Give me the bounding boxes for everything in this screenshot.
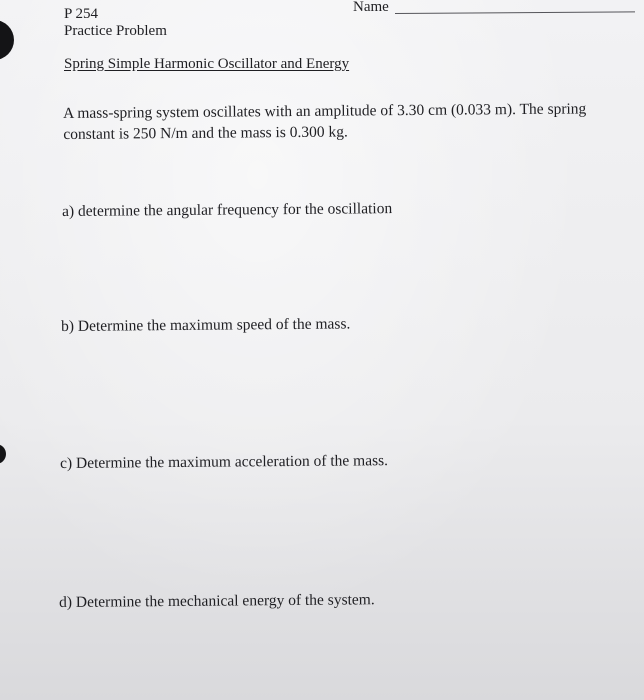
name-label: Name [353,0,389,15]
name-blank-line [395,11,635,14]
question-a: a) determine the angular frequency for the oscillation [62,200,393,220]
question-d: d) Determine the mechanical energy of the system. [59,591,375,611]
question-b: b) Determine the maximum speed of the mass. [61,315,351,335]
question-c: c) Determine the maximum acceleration of the mass. [60,452,389,472]
problem-statement: A mass-spring system oscillates with an amplitude of 3.30 cm (0.033 m). The spring constant is 250 N/m and the mass is 0.300 kg. [63,100,587,143]
page-number: P 254 [64,6,99,22]
worksheet-subtitle: Practice Problem [64,23,167,39]
binder-hole [0,444,6,464]
binder-hole [0,20,14,60]
worksheet-title: Spring Simple Harmonic Oscillator and Energy [64,56,350,72]
